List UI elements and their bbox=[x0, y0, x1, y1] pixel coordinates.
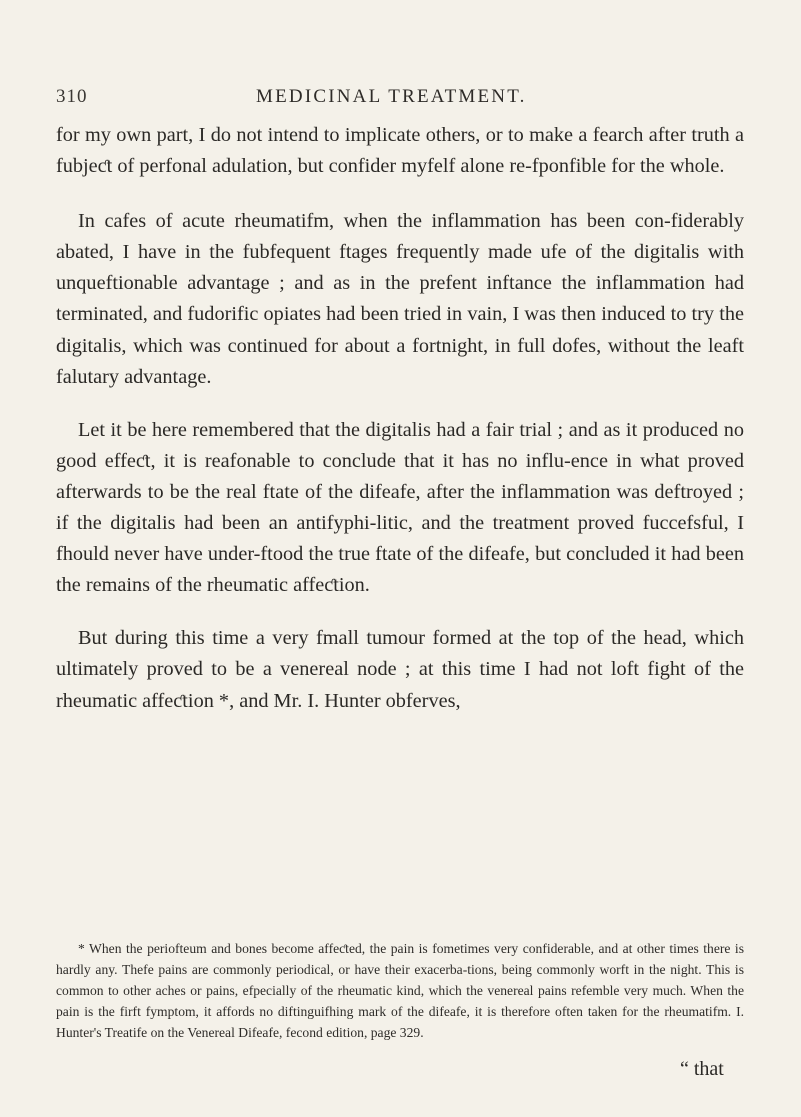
paragraph-2: In cafes of acute rheumatifm, when the inflammation has been con-fiderably abated, I have in the fubfequent ftages frequently made ufe of the digitalis with unqueftionable advantage ; and as in the prefent inftance the inflammation had terminated, and fudorific opiates had been tried in vain, I was then induced to try the digitalis, which was continued for about a fortnight, in full dofes, without the leaft falutary advantage. bbox=[56, 210, 744, 388]
page-number: 310 bbox=[56, 86, 88, 107]
paragraph-4: But during this time a very fmall tumour formed at the top of the head, which ultimately proved to be a venereal node ; at this time I had not loft fight of the rheumatic affeƈtion *, and Mr. I. Hunter obferves, bbox=[56, 627, 744, 712]
running-head: MEDICINAL TREATMENT. bbox=[256, 86, 527, 107]
paragraph-3: Let it be here remembered that the digitalis had a fair trial ; and as it produced no good effeƈt, it is reafonable to conclude that it has no influ-ence in what proved afterwards to be the real ftate of the difeafe, after the inflammation was deftroyed ; if the digitalis had been an antifyphi-litic, and the treatment proved fuccefsful, I fhould never have under-ftood the true ftate of the difeafe, but concluded it had been the remains of the rheumatic affeƈtion. bbox=[56, 418, 744, 597]
paragraph-1: for my own part, I do not intend to implicate others, or to make a fearch after truth a fubjeƈt of perfonal adulation, but confider myfelf alone re-fponfible for the whole. bbox=[56, 124, 744, 178]
catchword: “ that bbox=[680, 1058, 724, 1080]
body-text bbox=[56, 120, 744, 717]
footnote: * When the periofteum and bones become affeƈted, the pain is fometimes very confiderable, and at other times there is hardly any. Thefe pains are commonly periodical, or have their exacerba-tions, being commonly worft in the night. This is common to other aches or pains, efpecially of the rheumatic kind, which the venereal pains refemble very much. When the pain is the firft fymptom, it affords no diftinguifhing mark of the difeafe, it is therefore often taken for the rheumatifm. I. Hunter's Treatife on the Venereal Difeafe, fecond edition, page 329. bbox=[56, 941, 744, 1040]
